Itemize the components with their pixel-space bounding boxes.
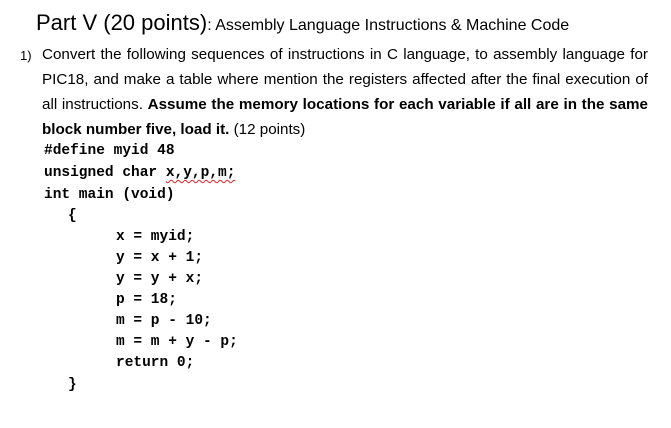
code-body-line: p = 18; (116, 292, 177, 308)
question-text-bold: Assume the memory locations for each variable if all are in the same block number five, load it. (42, 96, 648, 138)
code-declaration-vars: x,y,p,m; (165, 165, 236, 181)
code-open-brace: { (68, 208, 77, 224)
code-close-brace: } (68, 377, 77, 393)
section-title-subtitle: : Assembly Language Instructions & Machine Code (207, 17, 570, 34)
question-text (42, 42, 648, 142)
question-points: (12 points) (229, 121, 306, 138)
code-declaration-type: unsigned char (44, 165, 166, 181)
section-title-main: Part V (20 points) (36, 10, 208, 35)
code-body-line: y = x + 1; (116, 250, 204, 266)
code-body-line: m = m + y - p; (116, 334, 238, 350)
code-body-line: x = myid; (116, 229, 195, 245)
code-body-line: y = y + x; (116, 271, 204, 287)
code-main-line: int main (void) (44, 187, 175, 203)
code-declaration-line (44, 165, 235, 181)
section-title (36, 10, 569, 39)
code-define-line: #define myid 48 (44, 143, 175, 159)
question-number: 1) (20, 48, 32, 63)
code-return-line: return 0; (116, 355, 195, 371)
code-body-line: m = p - 10; (116, 313, 212, 329)
question-text-plain: Convert the following sequences of instructions in C language, to assembly language for PIC18, and make a table where mention the registers affected after the final execution of all instructions. (42, 46, 648, 113)
